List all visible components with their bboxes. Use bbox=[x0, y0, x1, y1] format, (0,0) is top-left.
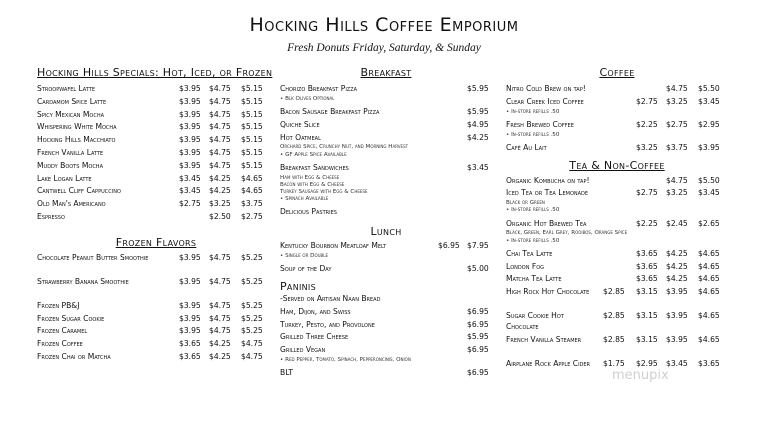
paninis-list bbox=[280, 306, 492, 380]
item-price: $5.15 bbox=[241, 84, 263, 93]
menu-item bbox=[37, 109, 275, 122]
item-price: $6.95 bbox=[467, 345, 489, 355]
item-price: $5.25 bbox=[241, 313, 263, 323]
item-price: $4.75 bbox=[209, 160, 231, 170]
item-name: Hot Oatmeal bbox=[280, 132, 321, 142]
menu-item bbox=[280, 263, 492, 276]
menu-item bbox=[37, 121, 275, 134]
item-price: $3.65 bbox=[179, 339, 201, 349]
item-price: $2.50 bbox=[209, 211, 231, 221]
item-name: Spicy Mexican Mocha bbox=[37, 109, 105, 119]
item-name: Delicious Pastries bbox=[280, 207, 337, 217]
item-price: $3.95 bbox=[179, 160, 201, 170]
specials-heading: Hocking Hills Specials: Hot, Iced, or Frozen bbox=[37, 66, 273, 79]
item-price: $4.75 bbox=[209, 326, 231, 336]
item-price: $4.25 bbox=[209, 351, 231, 361]
coffee-heading: Coffee bbox=[599, 66, 635, 79]
item-price: $5.15 bbox=[241, 160, 263, 170]
item-price: $5.15 bbox=[241, 122, 263, 132]
specials-list bbox=[37, 83, 275, 224]
item-name: Organic Hot Brewed Tea bbox=[506, 218, 587, 228]
menu-item bbox=[506, 273, 728, 286]
item-price: $3.25 bbox=[209, 199, 231, 209]
item-price: $5.95 bbox=[467, 332, 489, 342]
menu-title: Hocking Hills Coffee Emporium bbox=[249, 14, 519, 36]
frozen-list bbox=[37, 252, 275, 364]
menu-item bbox=[506, 175, 728, 188]
item-name: Clear Creek Iced Coffee bbox=[506, 96, 584, 106]
item-price: $4.25 bbox=[467, 132, 489, 142]
item-price: $4.95 bbox=[467, 119, 489, 129]
item-price: $5.25 bbox=[241, 276, 263, 286]
item-price: $4.65 bbox=[698, 274, 720, 284]
item-price: $2.75 bbox=[636, 188, 658, 198]
item-price: $3.95 bbox=[179, 326, 201, 336]
item-name: French Vanilla Latte bbox=[37, 147, 104, 157]
item-price: $3.95 bbox=[179, 135, 201, 145]
item-price: $3.65 bbox=[636, 261, 658, 271]
item-price: $4.75 bbox=[209, 109, 231, 119]
item-price: $3.25 bbox=[636, 142, 658, 152]
item-price: $3.95 bbox=[179, 84, 201, 93]
item-name: Frozen PB&J bbox=[37, 300, 80, 310]
item-price: $6.95 bbox=[467, 368, 489, 378]
menu-item bbox=[280, 119, 492, 132]
tea-list bbox=[506, 175, 728, 383]
item-price: $5.95 bbox=[467, 107, 489, 116]
menu-item bbox=[280, 319, 492, 332]
item-name: BLT bbox=[280, 368, 294, 378]
lunch-heading: Lunch bbox=[370, 225, 402, 239]
menu-item bbox=[506, 310, 728, 334]
item-price: $3.95 bbox=[179, 96, 201, 106]
item-note: • In-store refills .50 bbox=[506, 237, 560, 244]
item-note: • In-store refills .50 bbox=[506, 131, 560, 138]
column-right bbox=[506, 66, 728, 382]
menu-item bbox=[37, 313, 275, 326]
item-name: Breakfast Sandwiches bbox=[280, 162, 349, 172]
item-note: Orchard Spice, Crunchy Nut, and Morning Harvest bbox=[280, 144, 409, 151]
menu-item bbox=[506, 334, 728, 358]
menu-item bbox=[37, 185, 275, 198]
item-name: Quiche Slice bbox=[280, 119, 320, 129]
item-name: Fresh Brewed Coffee bbox=[506, 119, 574, 129]
item-price: $4.75 bbox=[666, 175, 688, 185]
item-price: $5.00 bbox=[467, 264, 489, 274]
item-price: $2.85 bbox=[603, 311, 625, 321]
item-price: $4.65 bbox=[698, 248, 720, 258]
menu-item bbox=[506, 261, 728, 274]
item-price: $4.25 bbox=[209, 339, 231, 349]
item-price: $2.25 bbox=[636, 218, 658, 228]
item-name: Bacon Sausage Breakfast Pizza bbox=[280, 107, 380, 116]
item-name: High Rock Hot Chocolate bbox=[506, 287, 590, 297]
item-note: • In-store refills .50 bbox=[506, 108, 560, 115]
item-name: Stroopwafel Latte bbox=[37, 84, 96, 93]
item-price: $3.15 bbox=[636, 287, 658, 297]
item-name: Old Man's Americano bbox=[37, 199, 106, 209]
menu-item bbox=[37, 300, 275, 313]
item-price: $3.95 bbox=[179, 109, 201, 119]
menu-item bbox=[37, 160, 275, 173]
item-name: Whispering White Mocha bbox=[37, 122, 117, 132]
breakfast-heading: Breakfast bbox=[360, 66, 412, 79]
item-price: $6.95 bbox=[467, 306, 489, 316]
item-price: $5.95 bbox=[467, 84, 489, 93]
item-price: $2.75 bbox=[636, 96, 658, 106]
item-name: Kentucky Bourbon Meatloaf Melt bbox=[280, 241, 387, 251]
item-price: $4.25 bbox=[666, 274, 688, 284]
menu-item bbox=[37, 83, 275, 96]
lunch-list bbox=[280, 240, 492, 276]
item-name: Hocking Hills Macchiato bbox=[37, 135, 116, 145]
frozen-heading: Frozen Flavors bbox=[115, 235, 197, 249]
item-name: London Fog bbox=[506, 261, 545, 271]
menu-item bbox=[280, 240, 492, 253]
item-note: Bacon with Egg & Cheese bbox=[280, 181, 345, 188]
item-price: $4.75 bbox=[209, 252, 231, 262]
item-price: $5.50 bbox=[698, 175, 720, 185]
item-price: $4.75 bbox=[209, 84, 231, 93]
item-price: $4.25 bbox=[209, 173, 231, 183]
item-name: Cardamom Spice Latte bbox=[37, 96, 107, 106]
menu-item bbox=[506, 248, 728, 261]
item-price: $3.95 bbox=[179, 252, 201, 262]
item-price: $2.75 bbox=[179, 199, 201, 209]
menu-item bbox=[37, 276, 275, 300]
item-name: Airplane Rock Apple Cider bbox=[506, 359, 591, 369]
item-price: $4.65 bbox=[241, 186, 263, 196]
menu-item bbox=[37, 198, 275, 211]
item-price: $3.95 bbox=[666, 311, 688, 321]
item-name: Lake Logan Latte bbox=[37, 173, 92, 183]
item-name: Soup of the Day bbox=[280, 264, 332, 274]
item-note: • In-store refills .50 bbox=[506, 207, 560, 214]
item-name: Frozen Coffee bbox=[37, 339, 83, 349]
item-price: $4.75 bbox=[209, 276, 231, 286]
item-price: $3.95 bbox=[179, 313, 201, 323]
item-name: Chorizo Breakfast Pizza bbox=[280, 84, 358, 93]
item-price: $3.65 bbox=[179, 351, 201, 361]
item-name: Café Au Lait bbox=[506, 142, 547, 152]
menu-item bbox=[37, 173, 275, 186]
item-price: $6.95 bbox=[438, 241, 460, 251]
menu-item bbox=[280, 306, 492, 319]
item-price: $5.25 bbox=[241, 326, 263, 336]
item-name: Muddy Boots Mocha bbox=[37, 160, 103, 170]
item-name: Iced Tea or Tea Lemonade bbox=[506, 188, 589, 198]
item-price: $5.25 bbox=[241, 300, 263, 310]
item-note: Black, Green, Earl Grey, Rooibos, Orange Spice bbox=[506, 230, 628, 237]
menu-item bbox=[280, 162, 492, 175]
menu-item bbox=[37, 147, 275, 160]
item-price: $3.45 bbox=[179, 173, 201, 183]
item-price: $4.75 bbox=[209, 300, 231, 310]
paninis-heading: Paninis bbox=[280, 280, 316, 293]
item-price: $2.75 bbox=[666, 119, 688, 129]
menu-item bbox=[37, 252, 275, 276]
item-name: Grilled Three Cheese bbox=[280, 332, 349, 342]
item-price: $6.95 bbox=[467, 319, 489, 329]
watermark-text: menupix bbox=[612, 368, 669, 383]
item-price: $4.65 bbox=[698, 311, 720, 321]
menu-item bbox=[506, 142, 728, 155]
menu-item bbox=[37, 211, 275, 224]
item-note: • Spinach Available bbox=[280, 196, 329, 203]
menu-item bbox=[280, 331, 492, 344]
item-price: $5.15 bbox=[241, 109, 263, 119]
item-price: $3.95 bbox=[666, 335, 688, 345]
item-price: $3.25 bbox=[666, 188, 688, 198]
column-middle bbox=[280, 66, 492, 380]
item-price: $4.75 bbox=[241, 351, 263, 361]
item-name: Frozen Sugar Cookie bbox=[37, 313, 105, 323]
item-price: $3.95 bbox=[179, 300, 201, 310]
item-price: $2.85 bbox=[603, 287, 625, 297]
item-price: $4.65 bbox=[698, 335, 720, 345]
item-price: $3.15 bbox=[636, 311, 658, 321]
item-price: $4.75 bbox=[209, 122, 231, 132]
menu-item bbox=[280, 344, 492, 357]
menu-item bbox=[506, 187, 728, 200]
item-note: • Blk Olives Optional bbox=[280, 95, 335, 102]
item-price: $2.25 bbox=[636, 119, 658, 129]
item-price: $4.75 bbox=[666, 84, 688, 93]
item-price: $5.15 bbox=[241, 147, 263, 157]
paninis-intro: -Served on Artisan Naan Bread bbox=[280, 294, 381, 303]
item-name: Grilled Vegan bbox=[280, 345, 326, 355]
item-note: Ham with Egg & Cheese bbox=[280, 174, 340, 181]
item-name: Cantwell Cliff Cappuccino bbox=[37, 186, 121, 196]
item-price: $3.95 bbox=[179, 122, 201, 132]
item-price: $4.75 bbox=[209, 96, 231, 106]
menu-item bbox=[37, 351, 275, 364]
item-price: $3.45 bbox=[467, 162, 489, 172]
menu-item bbox=[506, 96, 728, 109]
item-price: $3.45 bbox=[179, 186, 201, 196]
item-name: Matcha Tea Latte bbox=[506, 274, 562, 284]
item-price: $3.75 bbox=[666, 142, 688, 152]
item-price: $4.75 bbox=[209, 147, 231, 157]
item-price: $4.75 bbox=[241, 339, 263, 349]
item-price: $3.15 bbox=[636, 335, 658, 345]
menu-item bbox=[280, 83, 492, 96]
item-price: $5.25 bbox=[241, 252, 263, 262]
item-price: $5.15 bbox=[241, 135, 263, 145]
item-price: $3.95 bbox=[179, 276, 201, 286]
item-name: Chocolate Peanut Butter Smoothie bbox=[37, 252, 149, 262]
item-price: $2.45 bbox=[666, 218, 688, 228]
item-price: $4.65 bbox=[241, 173, 263, 183]
item-name: Turkey, Pesto, and Provolone bbox=[280, 319, 375, 329]
item-price: $3.45 bbox=[666, 359, 688, 369]
menu-subtitle: Fresh Donuts Friday, Saturday, & Sunday bbox=[287, 42, 481, 54]
column-left bbox=[37, 66, 275, 364]
menu-item bbox=[506, 218, 728, 231]
item-price: $3.95 bbox=[698, 142, 720, 152]
item-price: $2.65 bbox=[698, 218, 720, 228]
item-price: $2.95 bbox=[698, 119, 720, 129]
item-price: $4.65 bbox=[698, 287, 720, 297]
item-note: Turkey Sausage with Egg & Cheese bbox=[280, 189, 368, 195]
item-price: $2.85 bbox=[603, 335, 625, 345]
item-name: Frozen Caramel bbox=[37, 326, 88, 336]
item-price: $3.65 bbox=[698, 359, 720, 369]
item-note: • Single or Double bbox=[280, 253, 329, 259]
item-price: $7.95 bbox=[467, 241, 489, 251]
item-name: Chai Tea Latte bbox=[506, 248, 553, 258]
menu-item bbox=[280, 367, 492, 380]
item-name: Nitro Cold Brew on tap! bbox=[506, 84, 586, 93]
menu-item bbox=[37, 338, 275, 351]
item-price: $3.45 bbox=[698, 96, 720, 106]
item-price: $3.95 bbox=[666, 287, 688, 297]
item-price: $3.25 bbox=[666, 96, 688, 106]
item-price: $4.75 bbox=[209, 135, 231, 145]
item-price: $4.65 bbox=[698, 261, 720, 271]
item-name: Ham, Dijon, and Swiss bbox=[280, 306, 351, 316]
item-price: $3.65 bbox=[636, 248, 658, 258]
item-note: Black or Green bbox=[506, 200, 545, 207]
menu-item bbox=[506, 286, 728, 310]
menu-item bbox=[506, 83, 728, 96]
item-name: Espresso bbox=[37, 211, 65, 221]
item-price: $4.25 bbox=[209, 186, 231, 196]
item-name: Frozen Chai or Matcha bbox=[37, 351, 111, 361]
item-name: Organic Kombucha on tap! bbox=[506, 175, 590, 185]
menu-item bbox=[37, 325, 275, 338]
item-price: $1.75 bbox=[603, 359, 625, 369]
menu-item bbox=[37, 96, 275, 109]
item-price: $3.45 bbox=[698, 188, 720, 198]
item-price: $5.50 bbox=[698, 84, 720, 93]
breakfast-list bbox=[280, 83, 492, 219]
item-note: • GF Apple Spice Available bbox=[280, 151, 347, 158]
menu-item bbox=[506, 119, 728, 132]
coffee-list bbox=[506, 83, 728, 155]
menu-item bbox=[280, 206, 492, 219]
item-note: • Red Pepper, Tomato, Spinach, Pepperoncinis, Onion bbox=[280, 356, 411, 363]
item-price: $3.95 bbox=[179, 147, 201, 157]
item-price: $4.25 bbox=[666, 261, 688, 271]
item-price: $4.75 bbox=[209, 313, 231, 323]
item-price: $3.75 bbox=[241, 199, 263, 209]
item-price: $4.25 bbox=[666, 248, 688, 258]
item-price: $2.95 bbox=[636, 359, 658, 369]
menu-item bbox=[280, 132, 492, 145]
item-price: $3.65 bbox=[636, 274, 658, 284]
tea-heading: Tea & Non-Coffee bbox=[569, 158, 665, 172]
item-name: Sugar Cookie Hot Chocolate bbox=[506, 311, 564, 332]
menu-item bbox=[280, 106, 492, 119]
item-price: $2.75 bbox=[241, 211, 263, 221]
item-name: Strawberry Banana Smoothie bbox=[37, 276, 129, 286]
item-price: $5.15 bbox=[241, 96, 263, 106]
menu-item bbox=[37, 134, 275, 147]
item-name: French Vanilla Steamer bbox=[506, 335, 582, 345]
